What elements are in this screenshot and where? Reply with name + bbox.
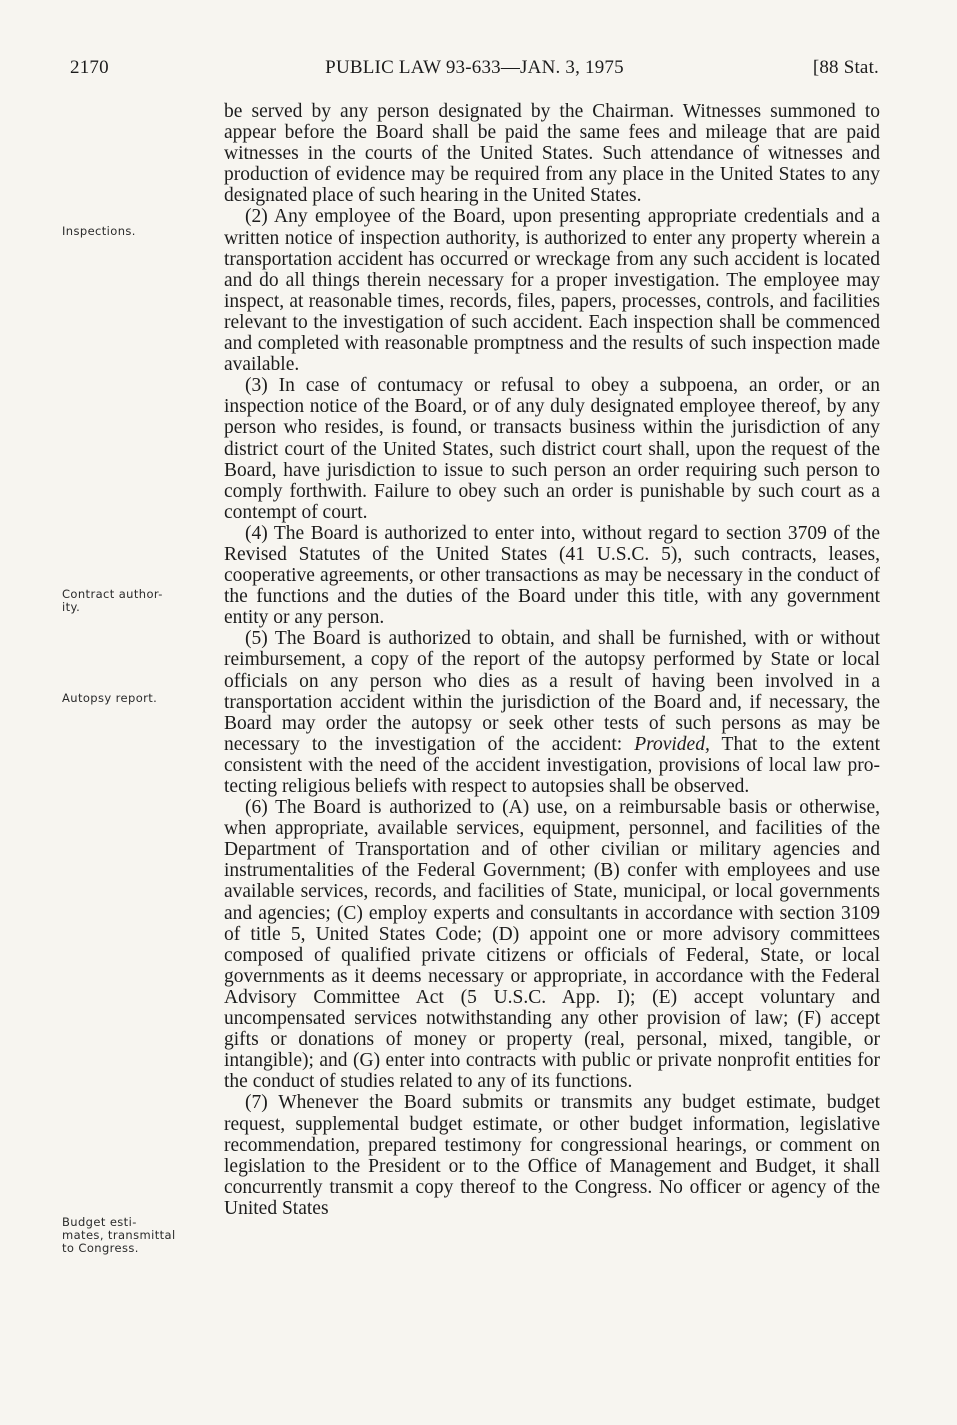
provided-italic: Provided,: [634, 733, 710, 755]
statute-text: [224, 101, 880, 1219]
paragraph-7: (7) Whenever the Board submits or transmits any budget estimate, budget request, supplemental budget estimate, or other budget information, legislative recommendation, prepared testimony for congressional hearings, or comment on legislation to the President or to the Office of Management and Budget, it shall concurrently transmit a copy thereof to the Congress. No officer or agency of the United States: [224, 1092, 880, 1219]
page-title: PUBLIC LAW 93-633—JAN. 3, 1975: [325, 57, 624, 78]
statute-reference: [88 Stat.: [812, 57, 879, 78]
paragraph-4: (4) The Board is authorized to enter into, without regard to section 3709 of the Revised Statutes of the United States (41 U.S.C. 5), such contracts, leases, cooperative agreements, or other transactions as may be necessary in the conduct of the functions and the duties of the Board under this title, with any government entity or any person.: [224, 522, 880, 629]
margin-note-contract-authority: Contract author- ity.: [62, 587, 163, 614]
paragraph-2: (2) Any employee of the Board, upon presenting appropriate credentials and a written notice of inspection authority, is authorized to enter any property wherein a transportation accident has occurred or wreckage from any such accident is located and do all things therein necessary for a proper investigation. The employee may inspect, at reasonable times, records, files, papers, processes, controls, and facilities relevant to the investigation of such accident. Each inspection shall be commenced and completed with reasonable promptness and the results of such inspection made available.: [224, 206, 880, 376]
paragraph-3: (3) In case of contumacy or refusal to obey a subpoena, an order, or an inspection notice of the Board, or of any duly designated employee thereof, by any person who resides, is found, or transacts business within the jurisdiction of any district court of the United States, such district court shall, upon the request of the Board, have jurisdiction to issue to such person an order requiring such person to comply forthwith. Failure to obey such an order is punishable by such court as a contempt of court.: [224, 375, 880, 523]
paragraph-5: (5) The Board is authorized to obtain, and shall be furnished, with or without reimbursement, a copy of the report of the autopsy performed by State or local officials on any person who dies as a result of having been involved in a transportation accident within the jurisdiction of the Board and, if necessary, the Board may order the autopsy or seek other tests of such persons as may be necessary to the investigation of the accident: Provided, That to the extent consistent with the need of the accident investigation, provisions of local law protecting religious beliefs with respect to autopsies shall be observed.: [224, 628, 880, 797]
margin-note-autopsy-report: Autopsy report.: [62, 691, 158, 705]
margin-note-budget-estimates: Budget esti- mates, transmittal to Congress.: [62, 1215, 176, 1255]
margin-note-inspections: Inspections.: [62, 224, 136, 238]
page-number: 2170: [70, 57, 109, 78]
paragraph-continuation: be served by any person designated by the Chairman. Witnesses summoned to appear before the Board shall be paid the same fees and mileage that are paid witnesses in the courts of the United States. Such attendance of witnesses and production of evidence may be required from any place in the United States to any designated place of such hearing in the United States.: [224, 101, 880, 207]
page-header: [70, 57, 879, 87]
paragraph-6: (6) The Board is authorized to (A) use, on a reimbursable basis or otherwise, when appropriate, available services, equipment, personnel, and facilities of the Department of Transportation and of other civilian or military agencies and instrumentalities of the Federal Government; (B) confer with employees and use available services, records, and facilities of State, municipal, or local governments and agencies; (C) employ experts and consultants in accordance with section 3109 of title 5, United States Code; (D) appoint one or more advisory committees composed of qualified private citizens or officials of Federal, State, or local governments as it deems necessary or appropriate, in accordance with the Federal Advisory Committee Act (5 U.S.C. App. I); (E) accept voluntary and uncompensated services notwithstanding any other provision of law; (F) accept gifts or donations of money or property (real, personal, mixed, tangible, or intangible); and (G) enter into contracts with public or private nonprofit entities for the conduct of studies related to any of its functions.: [224, 797, 880, 1093]
